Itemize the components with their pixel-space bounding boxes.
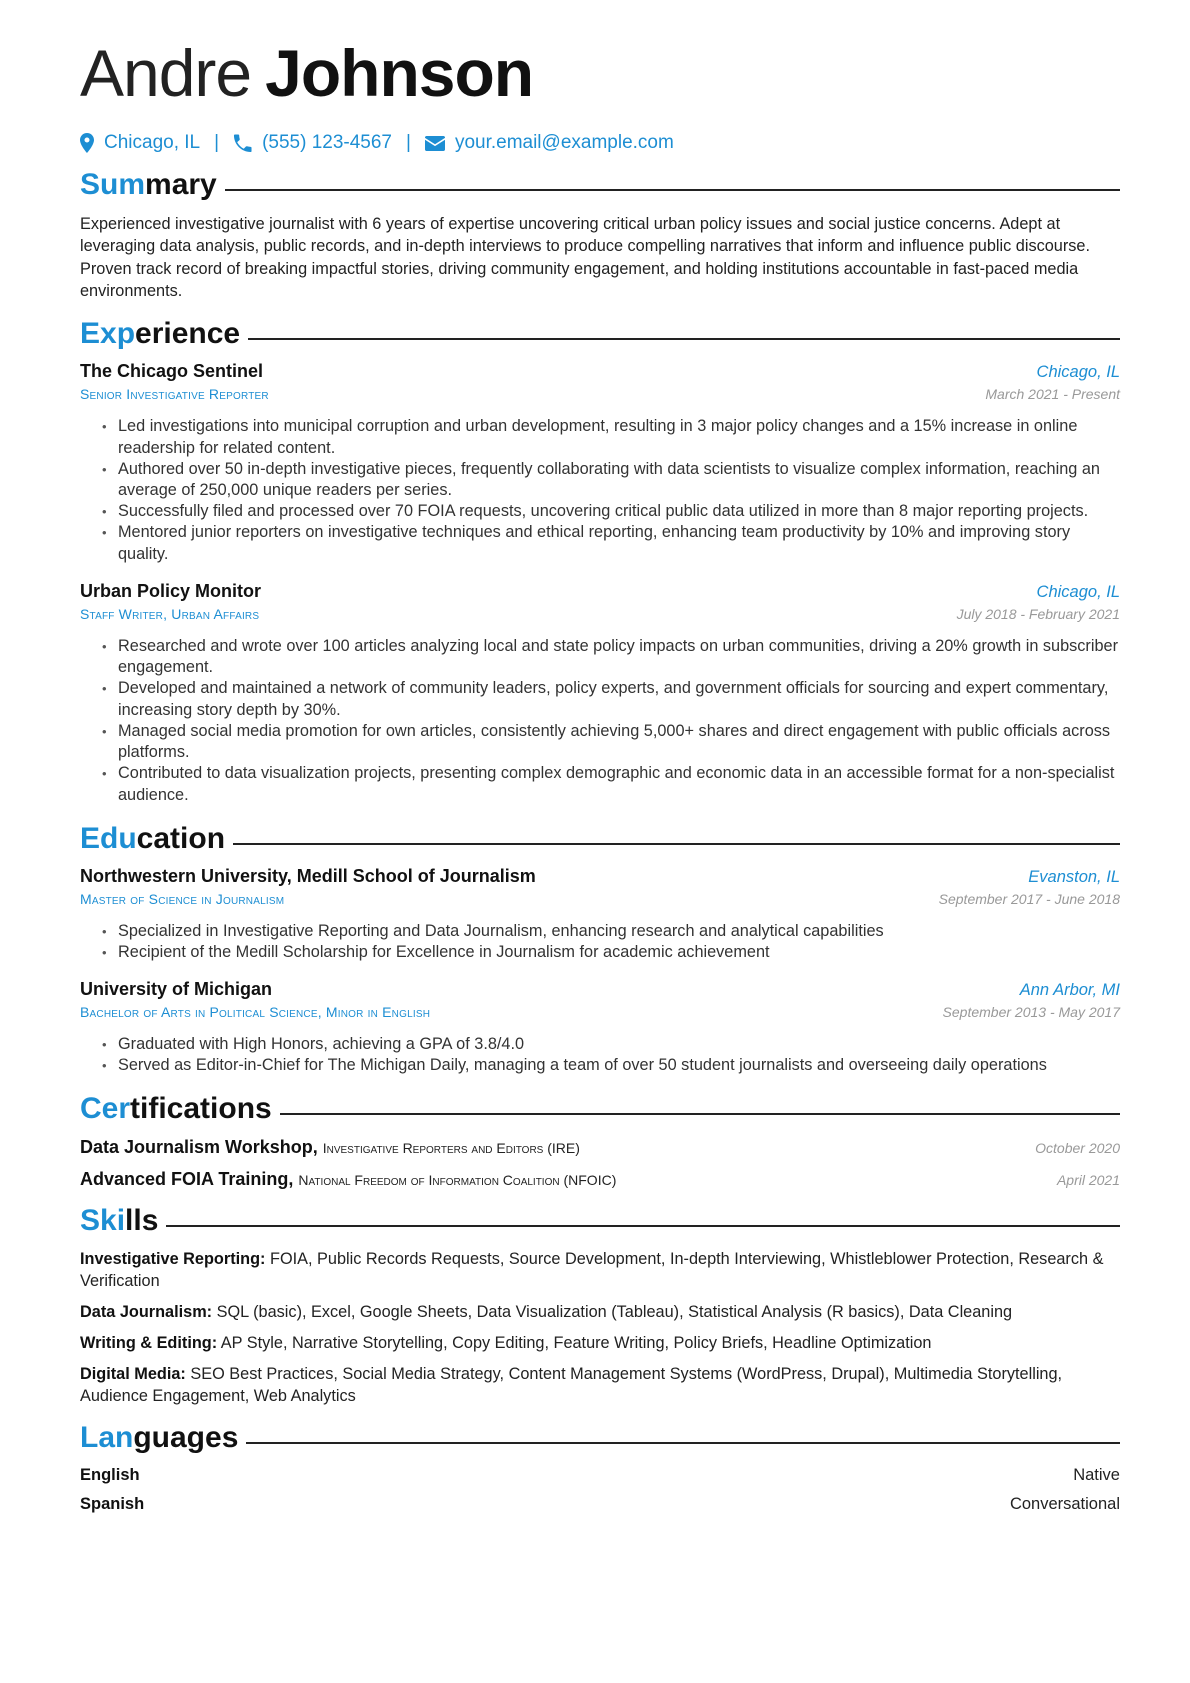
skills-heading	[80, 1204, 1120, 1239]
contact-separator: |	[214, 132, 220, 153]
bullet-list	[80, 416, 1120, 565]
section-rule	[280, 1113, 1120, 1115]
section-title-accent: Ski	[80, 1203, 126, 1237]
section-title	[80, 317, 240, 352]
section-title-accent: Sum	[80, 168, 146, 201]
location-text: Chicago, IL	[104, 132, 201, 153]
contact-phone[interactable]	[233, 132, 392, 154]
section-title	[80, 822, 225, 857]
skill-category: Digital Media:	[80, 1365, 186, 1383]
experience-heading	[80, 317, 1120, 352]
education-entry	[80, 866, 1120, 964]
experience-entry	[80, 361, 1120, 565]
section-title-accent: Cer	[80, 1092, 131, 1125]
bullet-item: • Successfully filed and processed over 70 FOIA requests, uncovering critical public data utilized in more than 8 major reporting projects.	[102, 501, 1120, 523]
skill-items: SQL (basic), Excel, Google Sheets, Data Visualization (Tableau), Statistical Analysis (R basics), Data Cleaning	[216, 1303, 1013, 1321]
language-item	[80, 1495, 1120, 1514]
last-name: Johnson	[265, 36, 534, 110]
section-title-accent: Lan	[80, 1421, 134, 1454]
skill-items: FOIA, Public Records Requests, Source Development, In-depth Interviewing, Whistleblower Protection, Research & Verification	[80, 1250, 1104, 1290]
section-title-rest: lls	[125, 1203, 159, 1237]
bullet-item: • Contributed to data visualization projects, presenting complex demographic and economic data in an accessible format for a non-specialist audience.	[102, 763, 1120, 806]
contact-location	[80, 132, 200, 154]
skill-group	[80, 1301, 1120, 1323]
phone-text[interactable]: (555) 123-4567	[262, 132, 392, 153]
section-title	[80, 1204, 158, 1239]
language-name: English	[80, 1465, 140, 1484]
bullet-item: • Recipient of the Medill Scholarship for Excellence in Journalism for academic achievement	[102, 942, 1120, 964]
section-title-accent: Exp	[80, 316, 136, 350]
section-rule	[225, 189, 1120, 191]
section-title-accent: Edu	[80, 821, 137, 855]
bullet-item: • Graduated with High Honors, achieving a GPA of 3.8/4.0	[102, 1034, 1120, 1056]
entry-location: Evanston, IL	[1028, 868, 1120, 886]
school-name: University of Michigan	[80, 979, 273, 999]
skill-category: Writing & Editing:	[80, 1334, 218, 1352]
certification-item: Advanced FOIA Training, National Freedom of Information Coalition (NFOIC) April 2021	[80, 1168, 1120, 1189]
contact-separator: |	[406, 132, 411, 153]
certification-issuer: National Freedom of Information Coalition (NFOIC)	[298, 1171, 617, 1188]
certification-item: Data Journalism Workshop, Investigative Reporters and Editors (IRE) October 2020	[80, 1136, 1120, 1157]
section-title-rest: tifications	[130, 1092, 272, 1125]
language-level: Native	[1073, 1465, 1120, 1484]
bullet-item: • Specialized in Investigative Reporting and Data Journalism, enhancing research and analytical capabilities	[102, 921, 1120, 943]
job-title: Staff Writer, Urban Affairs	[80, 605, 260, 622]
candidate-name	[80, 36, 1120, 110]
email-link[interactable]: your.email@example.com	[454, 132, 674, 153]
section-rule	[246, 1442, 1120, 1444]
language-item	[80, 1466, 1120, 1485]
experience-entry	[80, 581, 1120, 807]
language-level: Conversational	[1009, 1494, 1120, 1513]
section-title-rest: guages	[133, 1421, 239, 1454]
skill-group	[80, 1332, 1120, 1354]
summary-heading	[80, 168, 1120, 203]
section-rule	[233, 843, 1120, 845]
skill-category: Investigative Reporting:	[80, 1250, 266, 1268]
degree: Master of Science in Journalism	[80, 891, 285, 907]
entry-date: July 2018 - February 2021	[956, 605, 1120, 622]
bullet-item: • Mentored junior reporters on investigative techniques and ethical reporting, enhancing team productivity by 10% and improving story quality.	[102, 522, 1120, 565]
bullet-item: • Developed and maintained a network of community leaders, policy experts, and government officials for sourcing and expert commentary, increasing story depth by 30%.	[102, 678, 1120, 721]
summary-text: Experienced investigative journalist with 6 years of expertise uncovering critical urban policy issues and social justice concerns. Adept at leveraging data analysis, public records, and in-depth interviews to produce compelling narratives that inform and influence public discourse. Proven track record of breaking impactful stories, driving community engagement, and holding institutions accountable in fast-paced media environments.	[80, 214, 1090, 300]
entry-location: Chicago, IL	[1036, 363, 1120, 381]
section-title	[80, 168, 217, 203]
skill-items: SEO Best Practices, Social Media Strategy, Content Management Systems (WordPress, Drupal), Multimedia Storytelling, Audience Engagement, Web Analytics	[80, 1365, 1063, 1405]
certifications-heading	[80, 1092, 1120, 1127]
contact-email[interactable]	[425, 132, 674, 154]
bullet-item: • Researched and wrote over 100 articles analyzing local and state policy impacts on urban communities, driving a 20% growth in subscriber engagement.	[102, 636, 1120, 679]
map-pin-icon	[80, 133, 94, 153]
first-name: Andre	[80, 36, 252, 110]
bullet-list	[80, 636, 1120, 807]
employer-name: The Chicago Sentinel	[80, 361, 264, 381]
certification-issuer: Investigative Reporters and Editors (IRE)	[322, 1139, 580, 1156]
skill-items: AP Style, Narrative Storytelling, Copy Editing, Feature Writing, Policy Briefs, Headline Optimization	[220, 1334, 932, 1352]
employer-name: Urban Policy Monitor	[80, 580, 262, 601]
language-name: Spanish	[80, 1494, 145, 1513]
bullet-item: • Authored over 50 in-depth investigative pieces, frequently collaborating with data scientists to visualize complex information, reaching an average of 250,000 unique readers per series.	[102, 459, 1120, 502]
section-title	[80, 1092, 272, 1127]
bullet-list	[80, 1034, 1120, 1077]
certification-name: Advanced FOIA Training	[80, 1168, 289, 1189]
bullet-item: • Served as Editor-in-Chief for The Michigan Daily, managing a team of over 50 student journalists and overseeing daily operations	[102, 1055, 1120, 1077]
envelope-icon	[425, 136, 445, 151]
section-title	[80, 1421, 238, 1456]
section-rule	[248, 338, 1120, 340]
certification-name: Data Journalism Workshop	[80, 1136, 313, 1157]
bullet-list	[80, 921, 1120, 964]
skill-group	[80, 1363, 1120, 1407]
education-heading	[80, 822, 1120, 857]
entry-location: Ann Arbor, MI	[1019, 981, 1120, 999]
school-name: Northwestern University, Medill School of Journalism	[80, 866, 536, 886]
section-title-rest: cation	[136, 821, 226, 855]
education-entry	[80, 979, 1120, 1077]
section-title-rest: mary	[145, 168, 217, 201]
skill-group	[80, 1248, 1120, 1292]
bullet-item: • Managed social media promotion for own articles, consistently achieving 5,000+ shares and direct engagement with public officials across platforms.	[102, 721, 1120, 764]
section-title-rest: erience	[135, 316, 241, 350]
section-rule	[166, 1225, 1120, 1227]
entry-date: September 2013 - May 2017	[942, 1004, 1120, 1020]
contact-info	[80, 132, 1120, 154]
phone-icon	[233, 134, 252, 153]
entry-date: March 2021 - Present	[985, 386, 1120, 402]
bullet-item: • Led investigations into municipal corruption and urban development, resulting in 3 major policy changes and a 15% increase in online readership for related content.	[102, 416, 1120, 459]
job-title: Senior Investigative Reporter	[80, 386, 269, 402]
degree: Bachelor of Arts in Political Science, Minor in English	[80, 1004, 431, 1020]
skill-category: Data Journalism:	[80, 1303, 213, 1321]
entry-location: Chicago, IL	[1036, 582, 1120, 601]
entry-date: April 2021	[1056, 1171, 1120, 1188]
languages-heading	[80, 1421, 1120, 1456]
entry-date: September 2017 - June 2018	[938, 891, 1120, 907]
entry-date: October 2020	[1035, 1139, 1120, 1156]
